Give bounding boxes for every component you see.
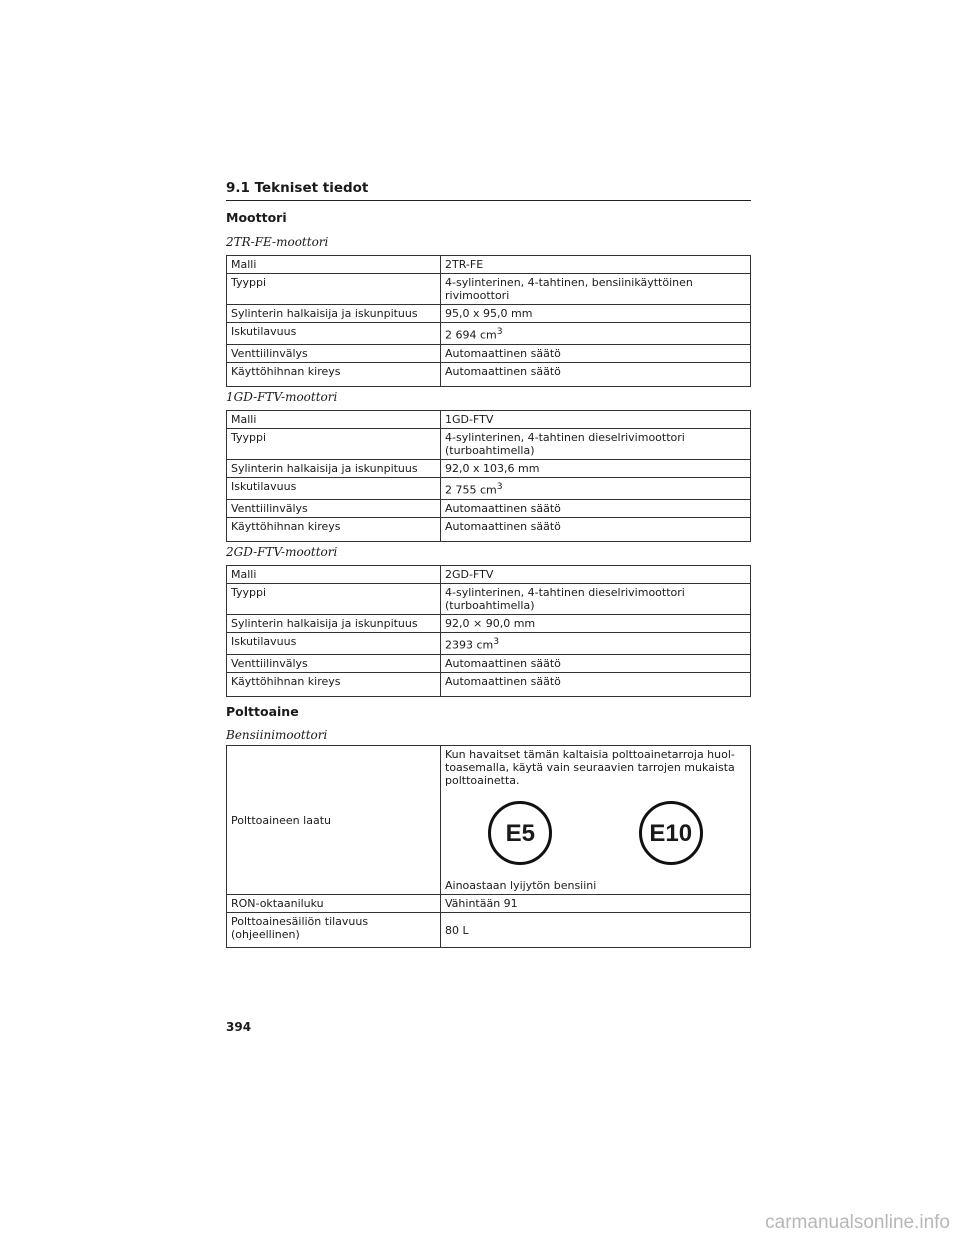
row-value <box>441 274 751 305</box>
engine-heading: Moottori <box>226 210 287 225</box>
fuel-table <box>226 745 751 948</box>
table-row <box>227 274 751 305</box>
row-value <box>441 633 751 655</box>
row-value: 2GD-FTV <box>441 566 751 584</box>
engine-2gd-table <box>226 565 751 697</box>
page-number: 394 <box>226 1020 252 1034</box>
table-row <box>227 633 751 655</box>
displacement-value: 2 755 cm <box>445 483 497 497</box>
fuel-heading: Polttoaine <box>226 704 299 719</box>
fuel-signs <box>445 797 746 869</box>
row-label: Malli <box>227 566 441 584</box>
row-value <box>441 584 751 615</box>
table-row <box>227 344 751 362</box>
table-row <box>227 362 751 386</box>
table-row <box>227 429 751 460</box>
superscript: 3 <box>493 636 500 647</box>
engine-1gd-title: 1GD-FTV-moottori <box>226 390 338 404</box>
row-label: Käyttöhihnan kireys <box>227 517 441 541</box>
row-label: Iskutilavuus <box>227 478 441 500</box>
quality-text-line2: toasemalla, käytä vain seuraavien tarrojen mukaista <box>445 761 735 774</box>
row-value: 92,0 x 103,6 mm <box>441 460 751 478</box>
table-row <box>227 654 751 672</box>
row-value-line2: (turboahtimella) <box>445 599 535 612</box>
superscript: 3 <box>496 326 503 337</box>
row-value-line2: rivimoottori <box>445 289 510 302</box>
row-value: 1GD-FTV <box>441 411 751 429</box>
table-row <box>227 499 751 517</box>
quality-note: Ainoastaan lyijytön bensiini <box>445 879 597 892</box>
row-label: Venttiilinvälys <box>227 344 441 362</box>
quality-text-line3: polttoainetta. <box>445 774 520 787</box>
row-value <box>441 323 751 345</box>
row-label <box>227 913 441 948</box>
table-row <box>227 411 751 429</box>
row-label: Venttiilinvälys <box>227 654 441 672</box>
row-label: Tyyppi <box>227 274 441 305</box>
engine-1gd-table <box>226 410 751 542</box>
row-label: Tyyppi <box>227 429 441 460</box>
section-title: 9.1 Tekniset tiedot <box>226 180 751 201</box>
row-value <box>441 746 751 895</box>
row-value-line1: 4-sylinterinen, 4-tahtinen dieselrivimoottori <box>445 586 685 599</box>
row-value: 95,0 x 95,0 mm <box>441 305 751 323</box>
row-label: Malli <box>227 256 441 274</box>
table-row <box>227 478 751 500</box>
row-value-line2: (turboahtimella) <box>445 444 535 457</box>
row-label: Käyttöhihnan kireys <box>227 362 441 386</box>
table-row <box>227 895 751 913</box>
row-label: Iskutilavuus <box>227 323 441 345</box>
row-value: Automaattinen säätö <box>441 517 751 541</box>
e5-fuel-label-icon: E5 <box>488 801 552 865</box>
table-row <box>227 913 751 948</box>
row-label: Venttiilinvälys <box>227 499 441 517</box>
table-row <box>227 584 751 615</box>
row-label: Iskutilavuus <box>227 633 441 655</box>
row-value: Automaattinen säätö <box>441 672 751 696</box>
row-label: Sylinterin halkaisija ja iskunpituus <box>227 305 441 323</box>
engine-2tr-table <box>226 255 751 387</box>
e10-fuel-label-icon: E10 <box>639 801 703 865</box>
row-value: Automaattinen säätö <box>441 654 751 672</box>
row-value: Automaattinen säätö <box>441 362 751 386</box>
row-label: Malli <box>227 411 441 429</box>
tank-label-line1: Polttoainesäiliön tilavuus <box>231 915 369 928</box>
table-row <box>227 323 751 345</box>
row-value: 2TR-FE <box>441 256 751 274</box>
table-row <box>227 256 751 274</box>
row-label: Tyyppi <box>227 584 441 615</box>
row-value-line1: 4-sylinterinen, 4-tahtinen, bensiinikäyttöinen <box>445 276 693 289</box>
table-row <box>227 746 751 895</box>
table-row <box>227 305 751 323</box>
row-value: 80 L <box>441 913 751 948</box>
tank-label-line2: (ohjeellinen) <box>231 928 300 941</box>
displacement-value: 2 694 cm <box>445 328 497 342</box>
table-row <box>227 672 751 696</box>
row-label: Käyttöhihnan kireys <box>227 672 441 696</box>
row-label: RON-oktaaniluku <box>227 895 441 913</box>
table-row <box>227 566 751 584</box>
quality-text-line1: Kun havaitset tämän kaltaisia polttoainetarroja huol- <box>445 748 735 761</box>
row-label: Sylinterin halkaisija ja iskunpituus <box>227 615 441 633</box>
table-row <box>227 517 751 541</box>
row-value: Automaattinen säätö <box>441 499 751 517</box>
row-value-line1: 4-sylinterinen, 4-tahtinen dieselrivimoottori <box>445 431 685 444</box>
row-value: Automaattinen säätö <box>441 344 751 362</box>
table-row <box>227 460 751 478</box>
superscript: 3 <box>496 481 503 492</box>
table-row <box>227 615 751 633</box>
engine-2gd-title: 2GD-FTV-moottori <box>226 545 338 559</box>
row-value: Vähintään 91 <box>441 895 751 913</box>
displacement-value: 2393 cm <box>445 638 494 652</box>
row-value <box>441 478 751 500</box>
row-value <box>441 429 751 460</box>
fuel-subheading: Bensiinimoottori <box>226 728 328 742</box>
row-label: Polttoaineen laatu <box>227 746 441 895</box>
watermark: carmanualsonline.info <box>765 1212 950 1233</box>
row-value: 92,0 × 90,0 mm <box>441 615 751 633</box>
engine-2tr-title: 2TR-FE-moottori <box>226 235 329 249</box>
row-label: Sylinterin halkaisija ja iskunpituus <box>227 460 441 478</box>
